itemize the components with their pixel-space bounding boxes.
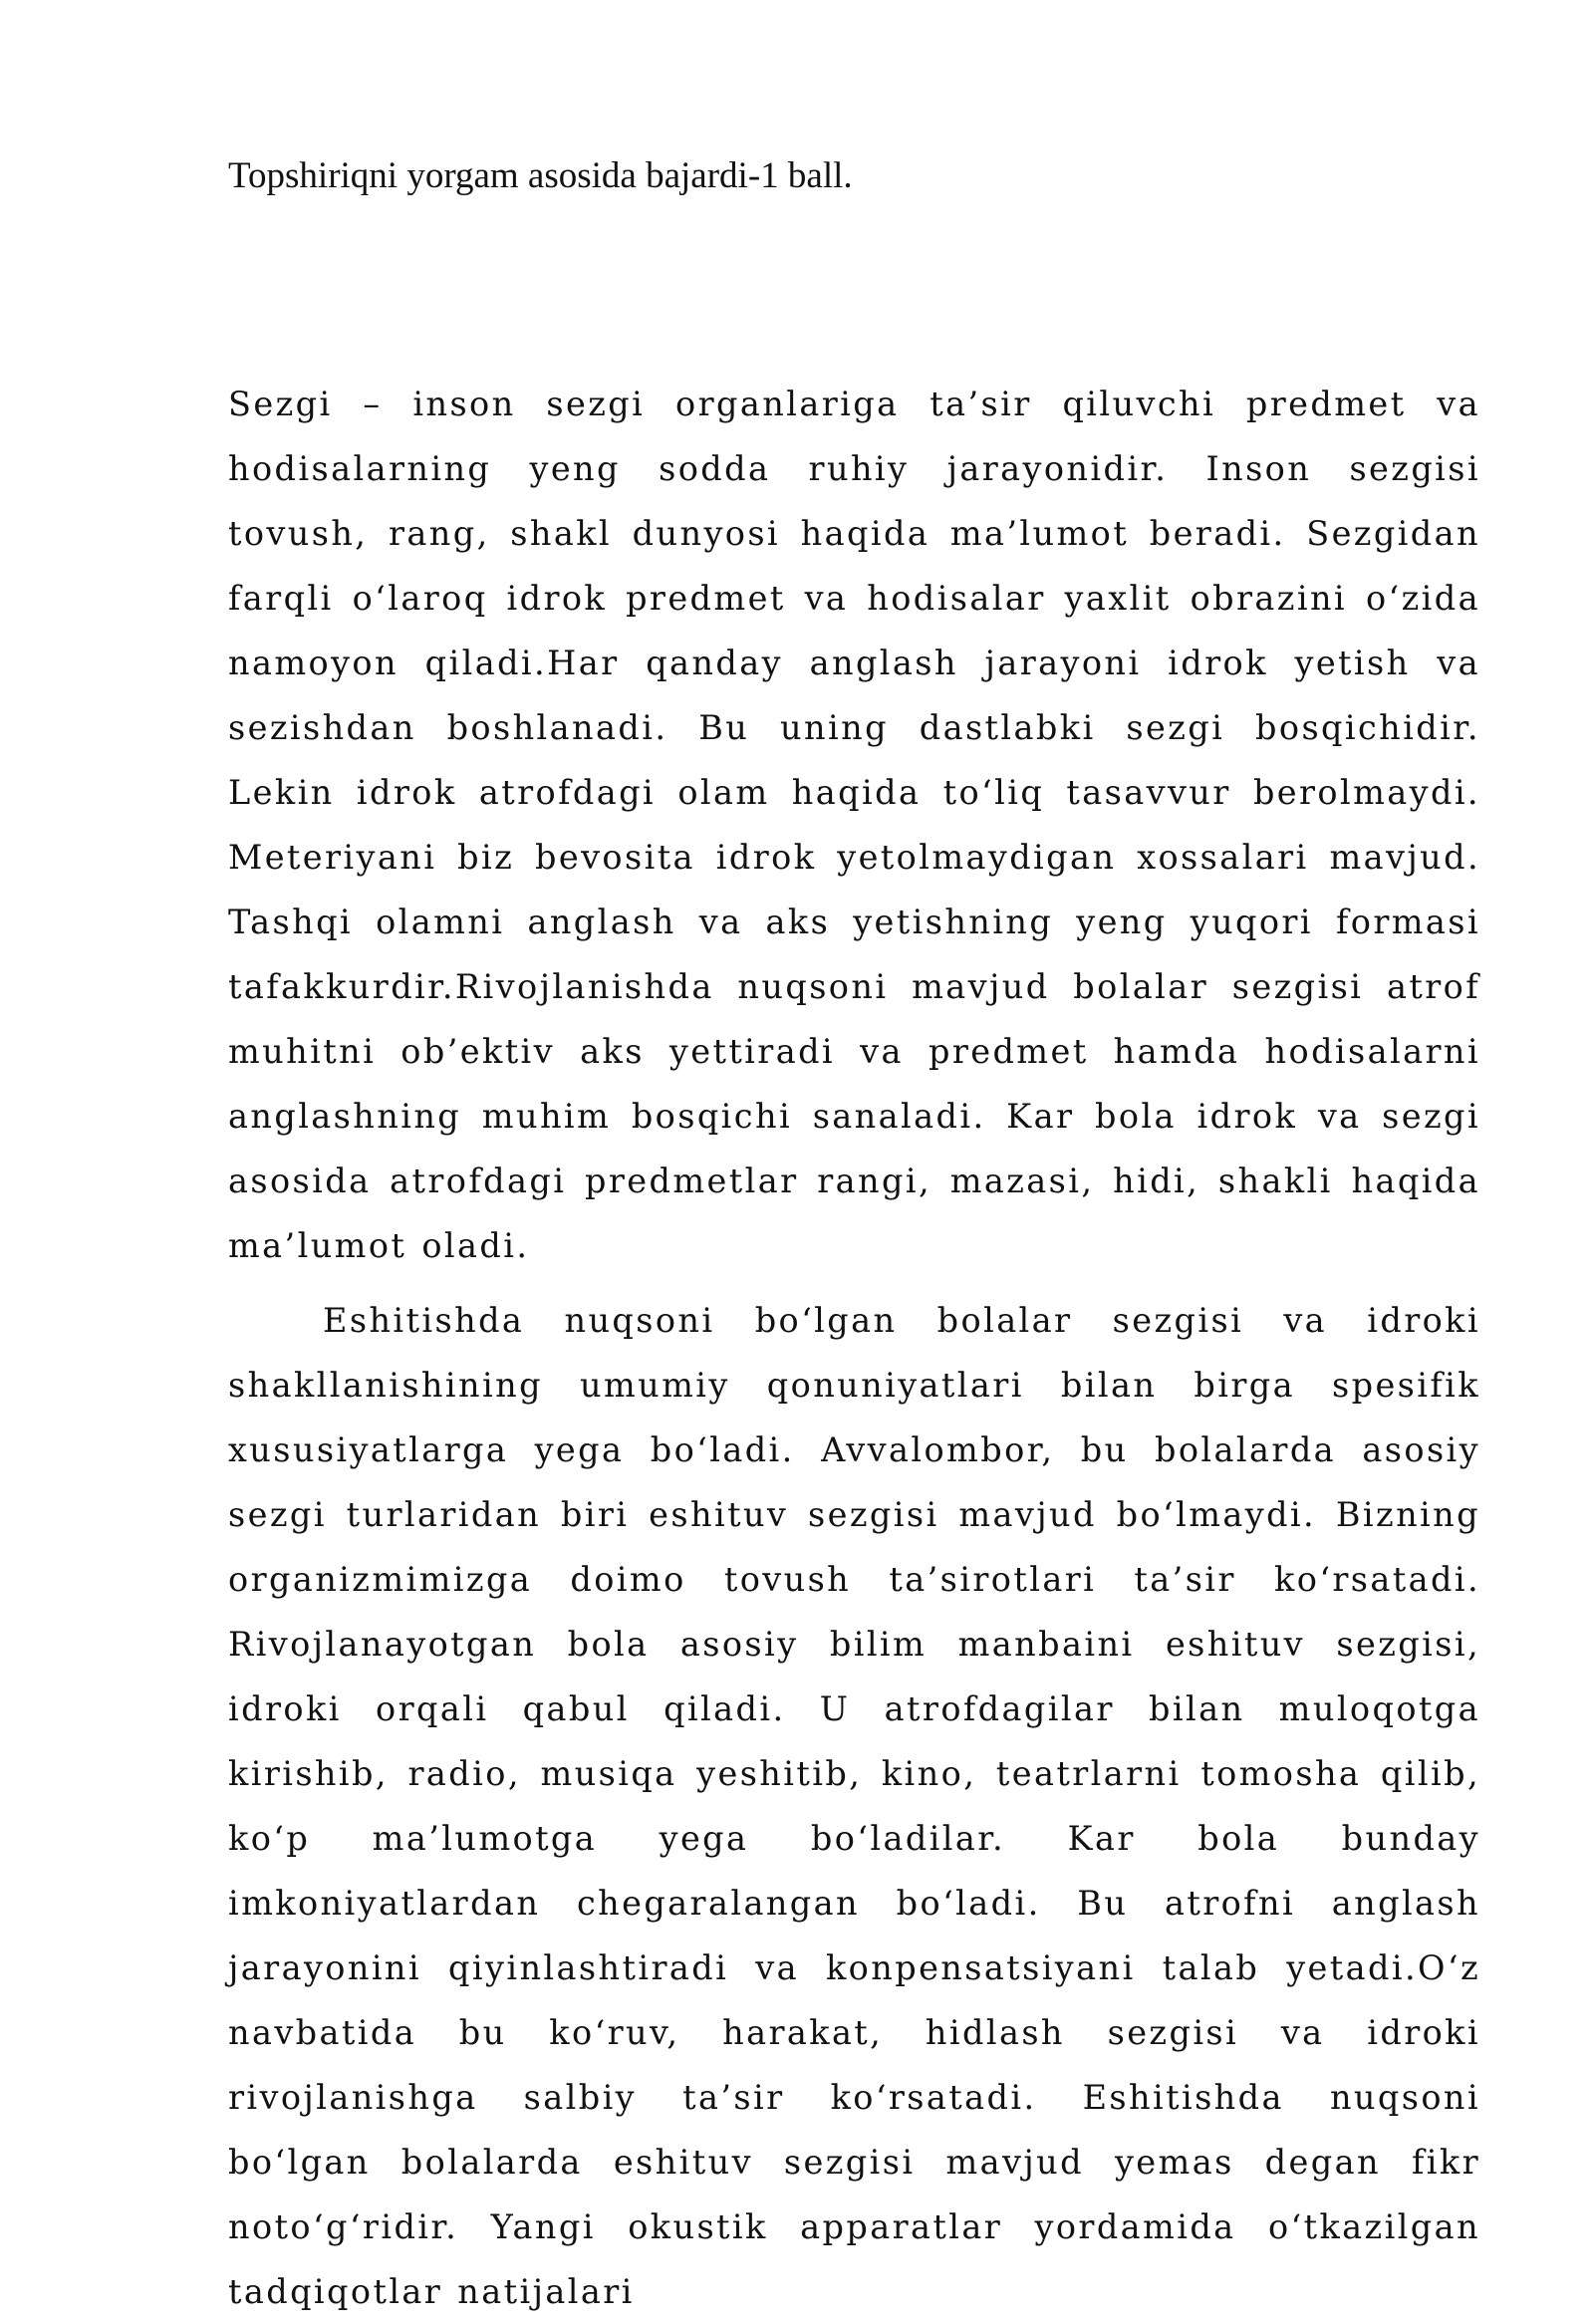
assignment-heading: Topshiriqni yorgam asosida bajardi-1 ball. xyxy=(228,155,853,196)
document-body xyxy=(228,372,1480,2324)
paragraph-sensation-definition: Sezgi – inson sezgi organlariga ta’sir qiluvchi predmet va hodisalarning yeng sodda ruhiy jarayonidir. Inson sezgisi tovush, rang, shakl dunyosi haqida ma’lumot beradi. Sezgidan farqli o‘laroq idrok predmet va hodisalar yaxlit obrazini o‘zida namoyon qiladi.Har qanday anglash jarayoni idrok yetish va sezishdan boshlanadi. Bu uning dastlabki sezgi bosqichidir. Lekin idrok atrofdagi olam haqida to‘liq tasavvur berolmaydi. Meteriyani biz bevosita idrok yetolmaydigan xossalari mavjud. Tashqi olamni anglash va aks yetishning yeng yuqori formasi tafakkurdir.Rivojlanishda nuqsoni mavjud bolalar sezgisi atrof muhitni ob’ektiv aks yettiradi va predmet hamda hodisalarni anglashning muhim bosqichi sanaladi. Kar bola idrok va sezgi asosida atrofdagi predmetlar rangi, mazasi, hidi, shakli haqida ma’lumot oladi. xyxy=(228,385,1480,1265)
paragraph-hearing-impaired-perception: Eshitishda nuqsoni bo‘lgan bolalar sezgisi va idroki shakllanishining umumiy qonuniyatlari bilan birga spesifik xususiyatlarga yega bo‘ladi. Avvalombor, bu bolalarda asosiy sezgi turlaridan biri eshituv sezgisi mavjud bo‘lmaydi. Bizning organizmimizga doimo tovush ta’sirotlari ta’sir ko‘rsatadi. Rivojlanayotgan bola asosiy bilim manbaini eshituv sezgisi, idroki orqali qabul qiladi. U atrofdagilar bilan muloqotga kirishib, radio, musiqa yeshitib, kino, teatrlarni tomosha qilib, ko‘p ma’lumotga yega bo‘ladilar. Kar bola bunday imkoniyatlardan chegaralangan bo‘ladi. Bu atrofni anglash jarayonini qiyinlashtiradi va konpensatsiyani talab yetadi.O‘z navbatida bu ko‘ruv, harakat, hidlash sezgisi va idroki rivojlanishga salbiy ta’sir ko‘rsatadi. Eshitishda nuqsoni bo‘lgan bolalarda eshituv sezgisi mavjud yemas degan fikr noto‘g‘ridir. Yangi okustik apparatlar yordamida o‘tkazilgan tadqiqotlar natijalari xyxy=(228,1301,1480,2311)
